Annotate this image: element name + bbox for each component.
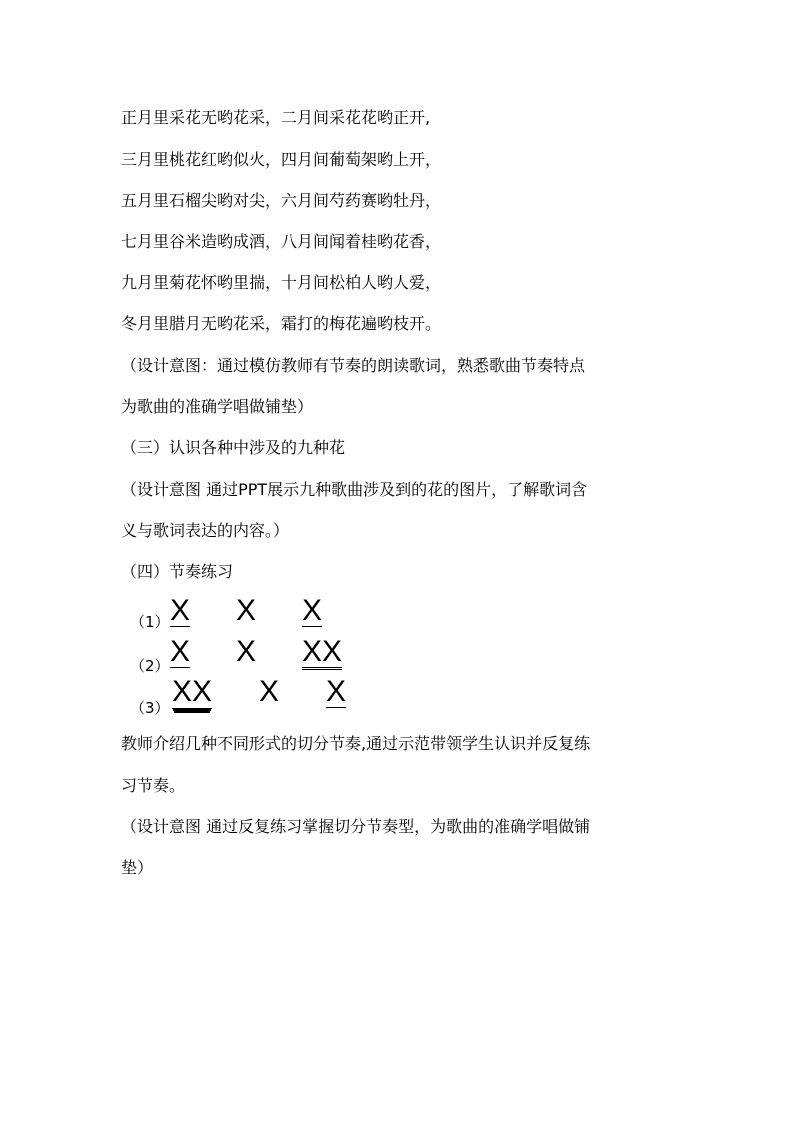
section-heading-three: （三）认识各种中涉及的九种花 <box>121 438 346 457</box>
lyric-line-5: 九月里菊花怀哟里揣，十月间松柏人哟人爱， <box>121 273 442 292</box>
design-intent-2-line-2: 义与歌词表达的内容。） <box>121 521 290 540</box>
rhythm-2-note-2: X <box>236 635 257 668</box>
rhythm-label-3: （3） <box>130 699 170 717</box>
paragraph-line-2: 习节奏。 <box>121 776 186 795</box>
paragraph-line-1: 教师介绍几种不同形式的切分节奏,通过示范带领学生认识并反复练 <box>121 734 591 753</box>
rhythm-label-2: （2） <box>130 657 170 675</box>
lyric-line-6: 冬月里腊月无哟花采，霜打的梅花遍哟枝开。 <box>121 314 442 333</box>
rhythm-1-note-1: X <box>170 594 191 627</box>
section-heading-four: （四）节奏练习 <box>121 562 234 581</box>
lyric-line-2: 三月里桃花红哟似火，四月间葡萄架哟上开， <box>121 150 442 169</box>
design-intent-1-line-2: 为歌曲的准确学唱做铺垫） <box>121 397 314 416</box>
rhythm-3-note-1: XX <box>172 675 213 708</box>
lyric-line-1: 正月里采花无哟花采，二月间采花花哟正开, <box>121 108 431 127</box>
rhythm-1-note-2: X <box>236 594 257 627</box>
rhythm-1-note-3: X <box>302 594 323 627</box>
rhythm-2-note-1: X <box>170 635 191 668</box>
design-intent-3-line-2: 垫） <box>121 858 154 877</box>
lyric-line-4: 七月里谷米造哟成酒，八月间闻着桂哟花香， <box>121 232 442 251</box>
rhythm-2-note-3: XX <box>302 635 343 668</box>
rhythm-label-1: （1） <box>130 613 170 631</box>
lyric-line-3: 五月里石榴尖哟对尖，六月间芍药赛哟牡丹， <box>121 191 442 210</box>
design-intent-1-line-1: （设计意图：通过模仿教师有节奏的朗读歌词，熟悉歌曲节奏特点 <box>121 356 586 375</box>
design-intent-2-line-1: （设计意图 通过PPT展示九种歌曲涉及到的花的图片，了解歌词含 <box>121 480 588 499</box>
rhythm-3-note-2: X <box>259 675 280 708</box>
design-intent-3-line-1: （设计意图 通过反复练习掌握切分节奏型，为歌曲的准确学唱做铺 <box>121 817 591 836</box>
rhythm-3-note-3: X <box>326 675 347 708</box>
